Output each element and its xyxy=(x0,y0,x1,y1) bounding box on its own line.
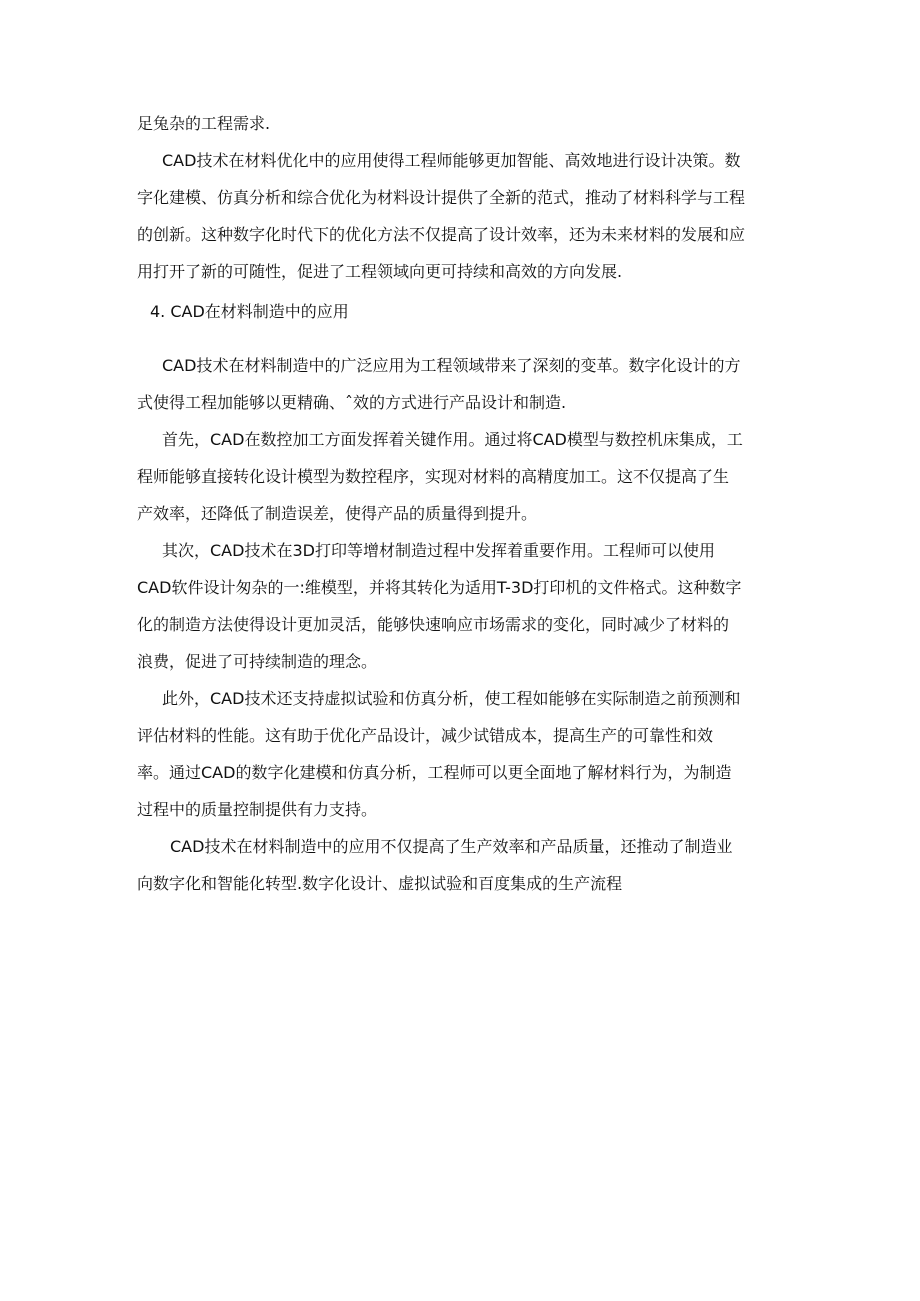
paragraph-line: 向数字化和智能化转型.数字化设计、虚拟试验和百度集成的生产流程 xyxy=(137,874,623,893)
paragraph-line: 过程中的质量控制提供有力支持。 xyxy=(137,800,378,819)
paragraph-line: 化的制造方法使得设计更加灵活，能够快速响应市场需求的变化，同时减少了材料的 xyxy=(137,615,730,634)
section-heading: 4. CAD在材料制造中的应用 xyxy=(150,302,349,321)
paragraph-line: 浪费，促进了可持续制造的理念。 xyxy=(137,652,378,671)
paragraph-line: CAD技术在材料制造中的应用不仅提高了生产效率和产品质量，还推动了制造业 xyxy=(170,837,733,856)
paragraph-line: CAD技术在材料优化中的应用使得工程师能够更加智能、高效地进行设计决策。数 xyxy=(162,151,741,170)
paragraph-line: CAD软件设计匆杂的一:维模型，并将其转化为适用T-3D打印机的文件格式。这种数字 xyxy=(137,578,742,597)
paragraph-line: 足兔杂的工程需求. xyxy=(137,114,271,133)
paragraph-line: 其次，CAD技术在3D打印等增材制造过程中发挥着重要作用。工程师可以使用 xyxy=(162,541,715,560)
paragraph-line: 评估材料的性能。这有助于优化产品设计，减少试错成本，提高生产的可靠性和效 xyxy=(137,726,714,745)
paragraph-line: CAD技术在材料制造中的广泛应用为工程领域带来了深刻的变革。数字化设计的方 xyxy=(162,356,741,375)
paragraph-line: 此外，CAD技术还支持虚拟试验和仿真分析，使工程如能够在实际制造之前预测和 xyxy=(162,689,741,708)
paragraph-line: 的创新。这种数字化时代下的优化方法不仅提高了设计效率，还为未来材料的发展和应 xyxy=(137,225,746,244)
paragraph-line: 产效率，还降低了制造误差，使得产品的质量得到提升。 xyxy=(137,504,538,523)
paragraph-line: 式使得工程加能够以更精确、ˆ效的方式进行产品设计和制造. xyxy=(137,393,567,412)
paragraph-line: 字化建模、仿真分析和综合优化为材料设计提供了全新的范式，推动了材料科学与工程 xyxy=(137,188,746,207)
paragraph-line: 首先，CAD在数控加工方面发挥着关键作用。通过将CAD模型与数控机床集成，工 xyxy=(162,430,743,449)
paragraph-line: 程师能够直接转化设计模型为数控程序，实现对材料的高精度加工。这不仅提高了生 xyxy=(137,467,730,486)
paragraph-line: 率。通过CAD的数字化建模和仿真分析，工程师可以更全面地了解材料行为，为制造 xyxy=(137,763,732,782)
paragraph-line: 用打开了新的可随性，促进了工程领域向更可持续和高效的方向发展. xyxy=(137,262,623,281)
